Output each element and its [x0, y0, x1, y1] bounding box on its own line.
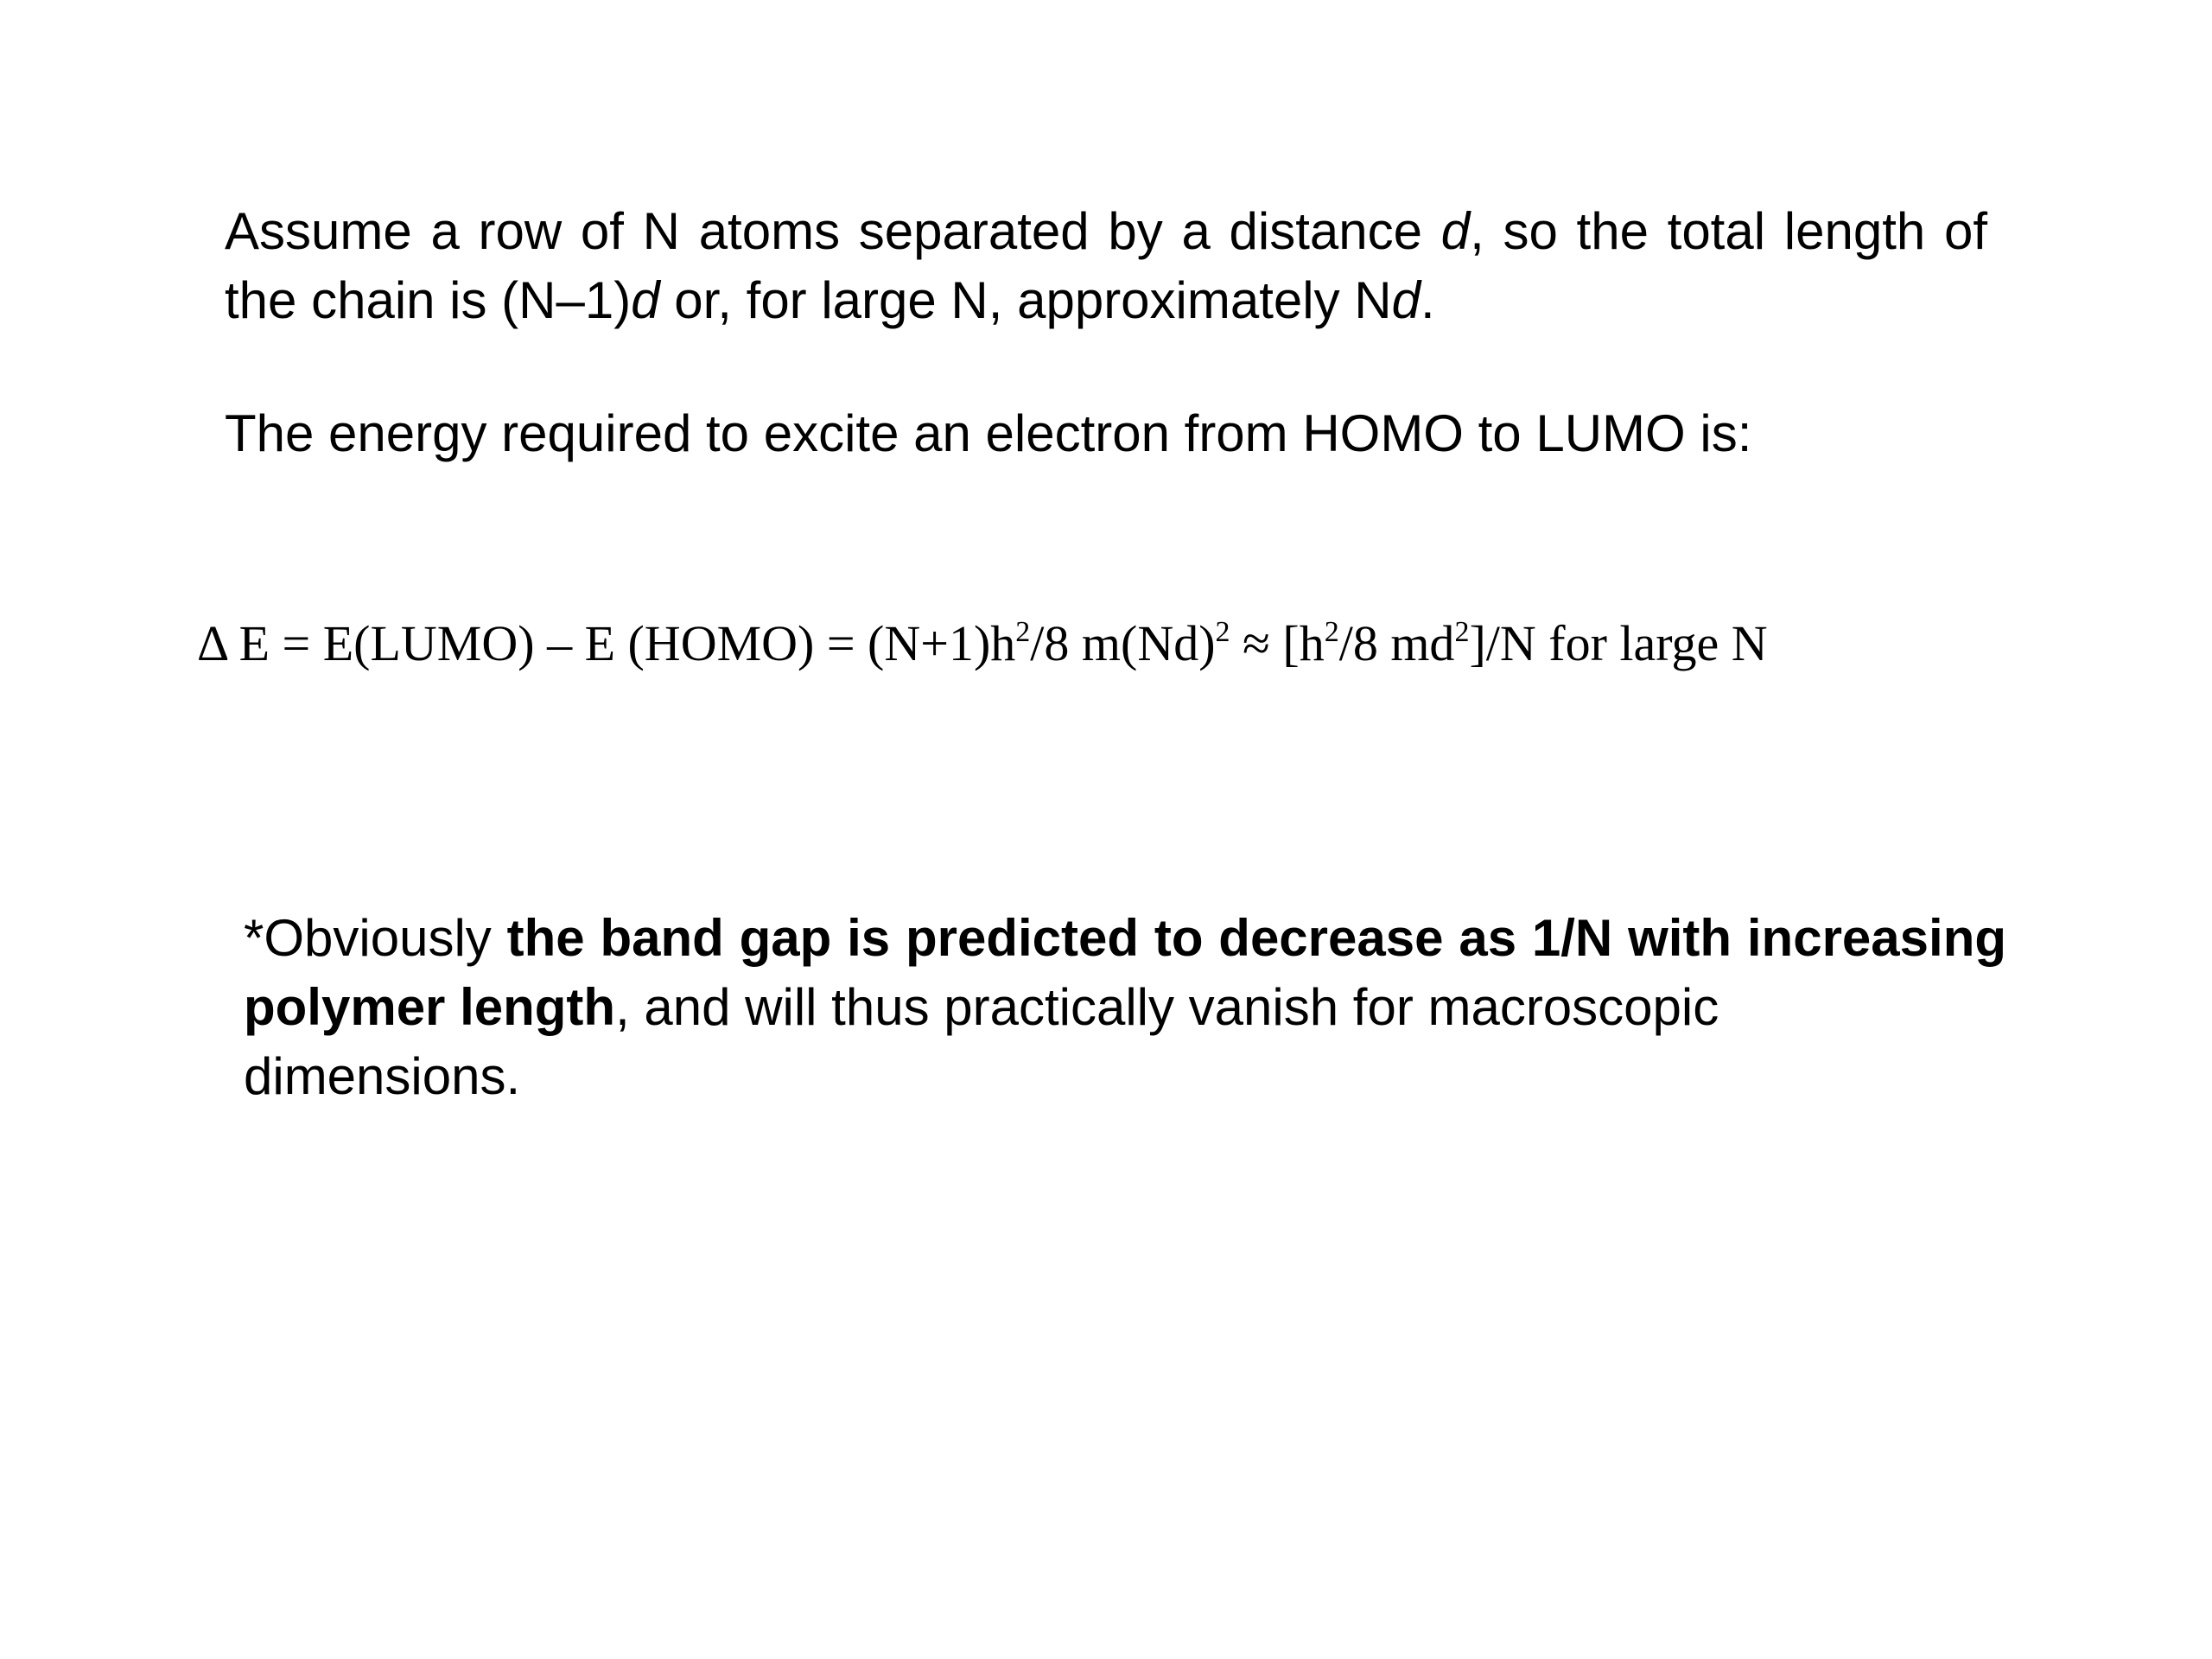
- text-run: the chain is (N–1): [225, 271, 632, 329]
- paragraph-conclusion: [244, 904, 2006, 1111]
- paragraph-line-1: [225, 197, 1987, 266]
- superscript: 2: [1015, 616, 1031, 648]
- equation-text: Δ E = E(LUMO) – E (HOMO) = (N+1)h: [197, 615, 1016, 671]
- equation-text: /8 m(Nd): [1030, 615, 1216, 671]
- bold-emphasis: polymer length: [244, 978, 616, 1036]
- paragraph-line-2: [244, 978, 1719, 1105]
- band-gap-equation: [197, 605, 2098, 683]
- paragraph-energy-intro: The energy required to excite an electron from HOMO to LUMO is:: [225, 404, 1752, 462]
- equation-text: /8 md: [1338, 615, 1455, 671]
- italic-d: d: [1440, 202, 1471, 260]
- italic-d: d: [631, 271, 660, 329]
- paragraph-chain-length: [225, 197, 1987, 335]
- equation-text: ]/N for large N: [1469, 615, 1768, 671]
- text-run: , and will thus practically vanish for macroscopic dimensions.: [244, 978, 1719, 1105]
- text-run: .: [1420, 271, 1435, 329]
- text-run: *Obviously: [244, 909, 507, 967]
- superscript: 2: [1454, 616, 1470, 648]
- paragraph-line-1: [244, 904, 2006, 973]
- paragraph-line-2: [225, 271, 1435, 329]
- text-run: , so the total length of: [1470, 202, 1987, 260]
- equation-text: ≈ [h: [1230, 615, 1325, 671]
- bold-emphasis: the band gap is predicted to decrease as 1/N with increasing: [506, 909, 2007, 967]
- italic-d: d: [1391, 271, 1421, 329]
- text-run: Assume a row of N atoms separated by a distance: [225, 202, 1441, 260]
- text-run: or, for large N, approximately N: [659, 271, 1392, 329]
- superscript: 2: [1324, 616, 1339, 648]
- superscript: 2: [1215, 616, 1230, 648]
